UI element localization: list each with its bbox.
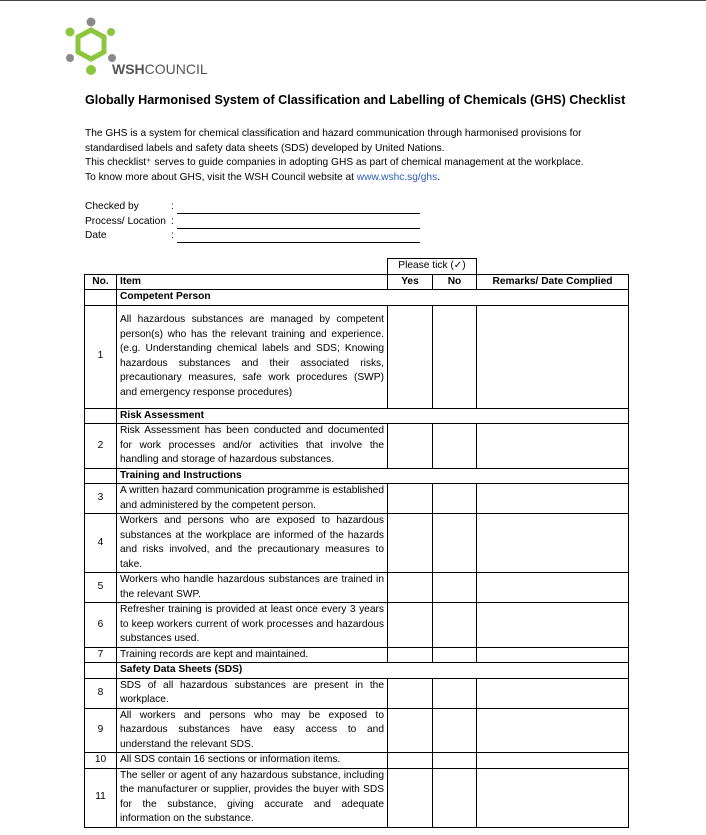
no-tick-cell[interactable] xyxy=(433,484,477,514)
field-label: Process/ Location xyxy=(85,215,166,227)
row-number: 1 xyxy=(85,305,117,408)
row-item: Training records are kept and maintained. xyxy=(117,647,388,663)
row-number: 4 xyxy=(85,514,117,573)
column-header-row xyxy=(85,274,629,290)
remarks-cell[interactable] xyxy=(477,305,629,408)
top-border-line xyxy=(0,0,706,1)
row-item: All hazardous substances are managed by competent person(s) who has the relevant training and experience. (e.g. Understanding chemical labels and SDS; Knowing hazardous substances and their associated risks, precautionary measures, safe work procedures (SWP) and emergency response procedures) xyxy=(117,305,388,408)
remarks-cell[interactable] xyxy=(477,753,629,769)
remarks-cell[interactable] xyxy=(477,603,629,648)
please-tick-header: Please tick (✓) xyxy=(388,259,477,275)
section-title: Competent Person xyxy=(117,290,629,306)
no-tick-cell[interactable] xyxy=(433,573,477,603)
no-tick-cell[interactable] xyxy=(433,708,477,753)
checked-by-blank[interactable] xyxy=(177,213,420,214)
table-row xyxy=(85,708,629,753)
table-row xyxy=(85,424,629,469)
no-tick-cell[interactable] xyxy=(433,603,477,648)
row-item: Refresher training is provided at least once every 3 years to keep workers current of work processes and hazardous substances used. xyxy=(117,603,388,648)
row-number: 8 xyxy=(85,678,117,708)
remarks-cell[interactable] xyxy=(477,424,629,469)
section-row xyxy=(85,290,629,306)
yes-tick-cell[interactable] xyxy=(388,753,433,769)
intro-line-1: The GHS is a system for chemical classification and hazard communication through harmonised provisions for xyxy=(85,128,582,139)
table-row xyxy=(85,753,629,769)
remarks-cell[interactable] xyxy=(477,514,629,573)
checklist-table xyxy=(84,258,629,828)
table-row xyxy=(85,768,629,827)
row-item: Workers who handle hazardous substances are trained in the relevant SWP. xyxy=(117,573,388,603)
table-row xyxy=(85,484,629,514)
field-label: Date xyxy=(85,230,107,241)
yes-tick-cell[interactable] xyxy=(388,708,433,753)
intro-line-2: standardised labels and safety data sheets (SDS) developed by United Nations. xyxy=(85,142,445,154)
yes-tick-cell[interactable] xyxy=(388,484,433,514)
table-row xyxy=(85,573,629,603)
intro-paragraph xyxy=(85,127,645,185)
table-row xyxy=(85,305,629,408)
table-row xyxy=(85,678,629,708)
no-tick-cell[interactable] xyxy=(433,514,477,573)
intro-line-3: This checklist⁺ serves to guide companies in adopting GHS as part of chemical management at the workplace. xyxy=(85,157,584,168)
yes-tick-cell[interactable] xyxy=(388,678,433,708)
row-item: A written hazard communication programme is established and administered by the competent person. xyxy=(117,484,388,514)
table-row xyxy=(85,603,629,648)
row-number: 7 xyxy=(85,647,117,663)
table-row xyxy=(85,514,629,573)
yes-tick-cell[interactable] xyxy=(388,305,433,408)
section-title: Risk Assessment xyxy=(117,408,629,424)
col-item-header: Item xyxy=(117,274,388,290)
logo-wordmark: WSHCOUNCIL xyxy=(112,61,208,77)
date-blank[interactable] xyxy=(177,242,420,243)
tick-header-row xyxy=(85,259,629,275)
row-number: 5 xyxy=(85,573,117,603)
col-no-tick-header: No xyxy=(433,274,477,290)
yes-tick-cell[interactable] xyxy=(388,647,433,663)
field-label: Checked by xyxy=(85,201,139,212)
row-item: Risk Assessment has been conducted and documented for work processes and/or activities that involve the handling and storage of hazardous substances. xyxy=(117,424,388,469)
row-item: All workers and persons who may be exposed to hazardous substances have easy access to and understand the relevant SDS. xyxy=(117,708,388,753)
col-no-header: No. xyxy=(85,274,117,290)
wshc-ghs-link[interactable]: www.wshc.sg/ghs xyxy=(356,171,438,183)
yes-tick-cell[interactable] xyxy=(388,573,433,603)
section-title: Training and Instructions xyxy=(117,468,629,484)
no-tick-cell[interactable] xyxy=(433,678,477,708)
yes-tick-cell[interactable] xyxy=(388,424,433,469)
table-row xyxy=(85,647,629,663)
no-tick-cell[interactable] xyxy=(433,305,477,408)
section-row xyxy=(85,408,629,424)
page-title: Globally Harmonised System of Classification and Labelling of Chemicals (GHS) Checklist xyxy=(85,93,626,107)
row-item: The seller or agent of any hazardous substance, including the manufacturer or supplier, provides the buyer with SDS for the substance, giving accurate and adequate information on the substance. xyxy=(117,768,388,827)
col-yes-header: Yes xyxy=(388,274,433,290)
remarks-cell[interactable] xyxy=(477,484,629,514)
no-tick-cell[interactable] xyxy=(433,753,477,769)
row-number: 9 xyxy=(85,708,117,753)
row-item: All SDS contain 16 sections or information items. xyxy=(117,753,388,769)
col-remarks-header: Remarks/ Date Complied xyxy=(477,274,629,290)
row-item: Workers and persons who are exposed to hazardous substances at the workplace are informed of the hazards and risks involved, and the precautionary measures to take. xyxy=(117,514,388,573)
row-item: SDS of all hazardous substances are present in the workplace. xyxy=(117,678,388,708)
section-row xyxy=(85,663,629,679)
row-number: 10 xyxy=(85,753,117,769)
remarks-cell[interactable] xyxy=(477,708,629,753)
no-tick-cell[interactable] xyxy=(433,424,477,469)
row-number: 11 xyxy=(85,768,117,827)
no-tick-cell[interactable] xyxy=(433,647,477,663)
yes-tick-cell[interactable] xyxy=(388,768,433,827)
remarks-cell[interactable] xyxy=(477,678,629,708)
no-tick-cell[interactable] xyxy=(433,768,477,827)
yes-tick-cell[interactable] xyxy=(388,603,433,648)
row-number: 6 xyxy=(85,603,117,648)
remarks-cell[interactable] xyxy=(477,573,629,603)
remarks-cell[interactable] xyxy=(477,768,629,827)
intro-line-4: To know more about GHS, visit the WSH Council website at www.wshc.sg/ghs. xyxy=(85,171,441,183)
process-location-blank[interactable] xyxy=(177,228,420,229)
section-title: Safety Data Sheets (SDS) xyxy=(117,663,629,679)
row-number: 2 xyxy=(85,424,117,469)
remarks-cell[interactable] xyxy=(477,647,629,663)
row-number: 3 xyxy=(85,484,117,514)
section-row xyxy=(85,468,629,484)
yes-tick-cell[interactable] xyxy=(388,514,433,573)
